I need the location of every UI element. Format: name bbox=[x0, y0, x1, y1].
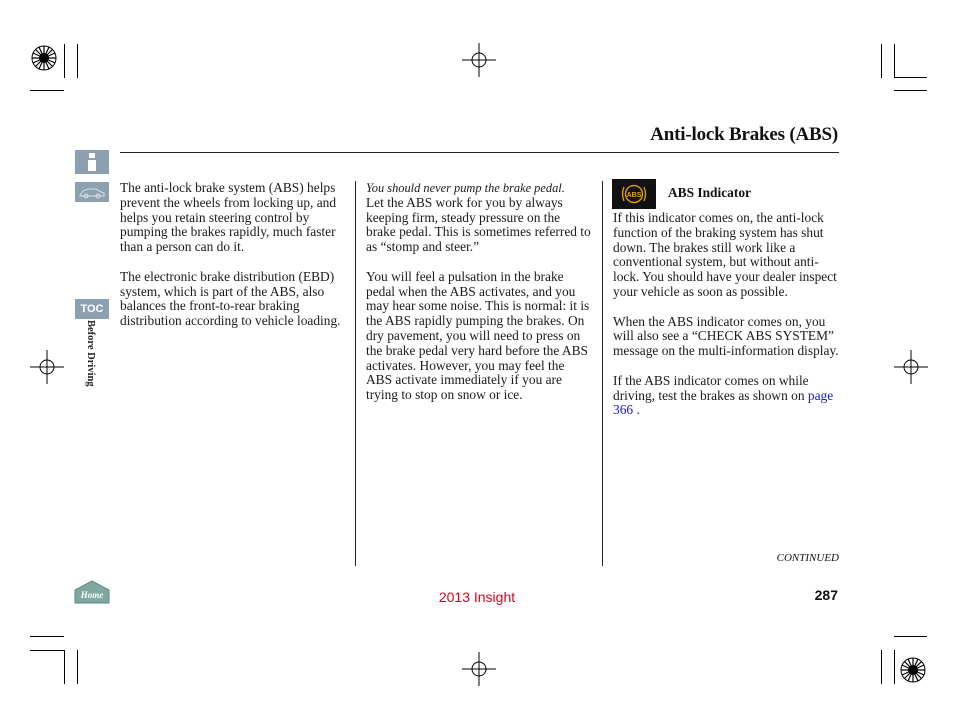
paragraph: The electronic brake distribution (EBD) system, which is part of the ABS, also balances the front-to-rear braking distribution according to vehicle loading. bbox=[120, 268, 341, 329]
paragraph: If this indicator comes on, the anti-lock function of the braking system has shut down. The brakes still work like a conventional system, but without anti-lock. You should have your dealer inspect your vehicle as soon as possible. bbox=[613, 210, 837, 299]
section-label: Before Driving bbox=[85, 320, 96, 387]
home-label: Home bbox=[80, 590, 104, 600]
column-divider bbox=[602, 181, 603, 566]
crop-mark bbox=[894, 650, 895, 684]
paragraph-text: If the ABS indicator comes on while driving, test the brakes as shown on bbox=[613, 372, 809, 403]
continued-label: CONTINUED bbox=[776, 552, 839, 564]
emphasis-text: You should never pump the brake pedal. bbox=[366, 181, 565, 195]
crop-mark bbox=[77, 44, 78, 78]
info-tab[interactable] bbox=[75, 150, 109, 174]
toc-button[interactable]: TOC bbox=[75, 299, 109, 319]
column-1 bbox=[120, 181, 342, 344]
crop-mark bbox=[30, 90, 64, 91]
crop-mark bbox=[894, 44, 895, 78]
crop-mark bbox=[881, 650, 882, 684]
paragraph-text: . bbox=[633, 402, 640, 418]
column-2 bbox=[366, 181, 592, 418]
crop-mark bbox=[64, 650, 65, 684]
abs-icon-text: ABS bbox=[626, 191, 642, 199]
crop-mark bbox=[894, 636, 927, 637]
crop-mark bbox=[30, 636, 64, 637]
column-3 bbox=[613, 211, 839, 433]
paragraph-text: Let the ABS work for you by always keeping firm, steady pressure on the brake pedal. This is sometimes referred to as “stomp and steer.” bbox=[366, 194, 591, 255]
book-title: 2013 Insight bbox=[438, 589, 516, 605]
registration-crosshair-icon bbox=[462, 652, 496, 686]
abs-indicator-heading: ABS Indicator bbox=[668, 185, 751, 200]
crop-mark bbox=[64, 44, 65, 78]
crop-mark bbox=[881, 44, 882, 78]
crop-mark bbox=[30, 650, 64, 651]
page-link[interactable]: page 366 bbox=[613, 387, 834, 418]
title-rule bbox=[120, 152, 839, 153]
car-icon bbox=[78, 185, 106, 199]
registration-crosshair-icon bbox=[462, 43, 496, 77]
paragraph bbox=[366, 181, 592, 255]
paragraph: You will feel a pulsation in the brake pedal when the ABS activates, and you may hear some noise. This is normal: it is the ABS rapidly pumping the brakes. On dry pavement, you will need to press on the brake pedal very hard before the ABS activates. However, you may feel the ABS activate immediately if you are trying to stop on snow or ice. bbox=[366, 268, 590, 403]
crop-mark bbox=[894, 77, 927, 78]
page-title: Anti-lock Brakes (ABS) bbox=[650, 124, 838, 145]
registration-crosshair-icon bbox=[894, 350, 928, 384]
registration-starburst-icon bbox=[30, 44, 58, 72]
registration-crosshair-icon bbox=[30, 350, 64, 384]
info-icon bbox=[86, 153, 98, 171]
car-tab[interactable] bbox=[75, 182, 109, 202]
paragraph: When the ABS indicator comes on, you will also see a “CHECK ABS SYSTEM” message on the multi-information display. bbox=[613, 313, 839, 359]
page-number: 287 bbox=[814, 587, 838, 603]
abs-indicator-icon bbox=[612, 179, 656, 209]
registration-starburst-icon bbox=[899, 656, 927, 684]
crop-mark bbox=[894, 90, 927, 91]
paragraph: The anti-lock brake system (ABS) helps prevent the wheels from locking up, and helps you retain steering control by pumping the brakes rapidly, much faster than a person can do it. bbox=[120, 180, 337, 255]
paragraph bbox=[613, 374, 839, 418]
column-divider bbox=[355, 181, 356, 566]
crop-mark bbox=[77, 650, 78, 684]
